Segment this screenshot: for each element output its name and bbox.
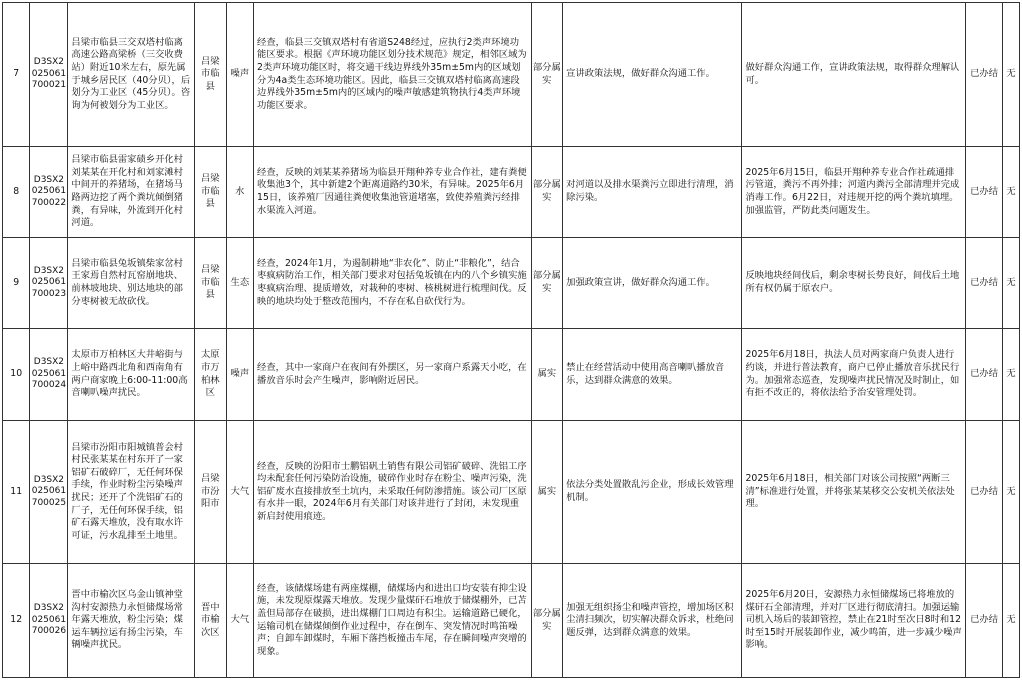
administrative-region: 吕梁市临县 (194, 147, 226, 238)
row-number: 11 (3, 421, 30, 564)
handling-result: 反映地块经间伐后，剩余枣树长势良好，间伐后土地所有权仍属于原农户。 (742, 238, 966, 329)
accountability: 无 (1003, 421, 1020, 564)
case-code: D3SX2025061700025 (30, 421, 68, 564)
accountability: 无 (1003, 564, 1020, 678)
row-number: 7 (3, 3, 30, 147)
accountability: 无 (1003, 329, 1020, 421)
verdict: 属实 (531, 329, 563, 421)
table-row (3, 329, 1020, 421)
handling-result: 2025年6月20日，安源热力永恒储煤场已将堆放的煤矸石全部清理，并对厂区进行彻底清扫。加强运输司机入场后的装卸管控，禁止在21时至次日8时和12时至15时开展装卸作业，减少鸣笛，进一步减少噪声影响。 (742, 564, 966, 678)
complaint-table (2, 2, 1020, 678)
handling-measure: 加强无组织扬尘和噪声管控，增加场区积尘清扫频次，切实解决群众诉求，杜绝问题反弹，达到群众满意的效果。 (563, 564, 742, 678)
status-badge: 已办结 (966, 3, 1003, 147)
case-code: D3SX2025061700022 (30, 147, 68, 238)
investigation-finding: 经查，2024年1月，为遏制耕地“非农化”、防止“非粮化”，结合枣疯病防治工作，相关部门要求对包括兔坂镇在内的八个乡镇实施枣疯病治理、提质增效，对栽种的枣树、核桃树进行梳理间伐。反映的地块均处于整改范围内，不存在私自砍伐行为。 (254, 238, 531, 329)
administrative-region: 晋中市榆次区 (194, 564, 226, 678)
row-number: 10 (3, 329, 30, 421)
table-row (3, 238, 1020, 329)
complaint-content: 吕梁市汾阳市阳城镇普会村村民张某某在村东开了一家铝矿石破碎厂，无任何环保手续，作业时粉尘污染噪声扰民；还开了个洗铝矿石的厂子，无任何环保手续，铝矿石露天堆放，没有取水许可证，污水乱排至土地里。 (68, 421, 195, 564)
pollution-type: 大气 (226, 564, 253, 678)
table-row (3, 564, 1020, 678)
table-row (3, 3, 1020, 147)
status-badge: 已办结 (966, 238, 1003, 329)
status-badge: 已办结 (966, 421, 1003, 564)
pollution-type: 噪声 (226, 3, 253, 147)
handling-result: 做好群众沟通工作，宣讲政策法规，取得群众理解认可。 (742, 3, 966, 147)
case-code: D3SX2025061700026 (30, 564, 68, 678)
administrative-region: 吕梁市临县 (194, 238, 226, 329)
pollution-type: 水 (226, 147, 253, 238)
handling-measure: 禁止在经营活动中使用高音喇叭播放音乐，达到群众满意的效果。 (563, 329, 742, 421)
investigation-finding: 经查，反映的刘某某养猪场为临县开翔种养专业合作社，建有粪便收集池3个，其中新建2个距离道路约30米，有异味。2025年6月15日，该养殖厂因通往粪便收集池管道堵塞，致使养殖粪污经排水渠流入河道。 (254, 147, 531, 238)
verdict: 部分属实 (531, 147, 563, 238)
investigation-finding: 经查，其中一家商户在夜间有外摆区，另一家商户系露天小吃，在播放音乐时会产生噪声，影响附近居民。 (254, 329, 531, 421)
verdict: 部分属实 (531, 238, 563, 329)
pollution-type: 生态 (226, 238, 253, 329)
status-badge: 已办结 (966, 147, 1003, 238)
complaint-content: 晋中市榆次区乌金山镇神堂沟村安源热力永恒储煤场常年露天堆放，粉尘污染；煤运车辆拉运有扬尘污染，车辆噪声扰民。 (68, 564, 195, 678)
pollution-type: 大气 (226, 421, 253, 564)
handling-measure: 依法分类处置散乱污企业，形成长效管理机制。 (563, 421, 742, 564)
investigation-finding: 经查，该储煤场建有两座煤棚，储煤场内和进出口均安装有抑尘设施，未发现原煤露天堆放。发现少量煤矸石堆放于储煤棚外，已苫盖但局部存在破损，进出煤棚门口周边有积尘。运输道路已硬化，运输司机在储煤倾倒作业过程中，存在倒车、突发情况时鸣笛噪声；自卸车卸煤时，车厢下落挡板撞击车尾，存在瞬间噪声突增的现象。 (254, 564, 531, 678)
accountability: 无 (1003, 238, 1020, 329)
administrative-region: 吕梁市汾阳市 (194, 421, 226, 564)
case-code: D3SX2025061700021 (30, 3, 68, 147)
pollution-type: 噪声 (226, 329, 253, 421)
handling-measure: 加强政策宣讲，做好群众沟通工作。 (563, 238, 742, 329)
verdict: 部分属实 (531, 3, 563, 147)
accountability: 无 (1003, 147, 1020, 238)
table-row (3, 421, 1020, 564)
case-code: D3SX2025061700024 (30, 329, 68, 421)
investigation-finding: 经查，临县三交镇双塔村有省道S248经过，应执行2类声环境功能区要求。根据《声环境功能区划分技术规范》规定，相邻区域为2类声环境功能区时，将交通干线边界线外35m±5m内的区域划分为4a类生态环境功能区。因此，临县三交镇双塔村临离高速段边界线外35m±5m内的区域内的噪声敏感建筑物执行4类声环境功能区要求。 (254, 3, 531, 147)
verdict: 部分属实 (531, 564, 563, 678)
accountability: 无 (1003, 3, 1020, 147)
status-badge: 已办结 (966, 329, 1003, 421)
status-badge: 已办结 (966, 564, 1003, 678)
handling-measure: 宣讲政策法规，做好群众沟通工作。 (563, 3, 742, 147)
handling-result: 2025年6月18日，执法人员对两家商户负责人进行约谈，并进行普法教育，商户已停止播放音乐扰民行为。加强常态巡查，发现噪声扰民情况及时制止，如有拒不改正的，将依法给予治安管理处罚。 (742, 329, 966, 421)
row-number: 8 (3, 147, 30, 238)
handling-result: 2025年6月18日，相关部门对该公司按照“两断三清”标准进行处置，并将张某某移交公安机关依法处理。 (742, 421, 966, 564)
verdict: 属实 (531, 421, 563, 564)
complaint-content: 太原市万柏林区大井峪街与上峪中路西北角和西南角有两户商家晚上6:00-11:00高音喇叭噪声扰民。 (68, 329, 195, 421)
table-row (3, 147, 1020, 238)
complaint-content: 吕梁市临县三交双塔村临离高速公路高梁桥（三交收费站）附近10米左右，原先属于城乡居民区（40分贝），后划分为工业区（45分贝）。咨询为何被划分为工业区。 (68, 3, 195, 147)
handling-measure: 对河道以及排水渠粪污立即进行清理，消除污染。 (563, 147, 742, 238)
investigation-finding: 经查，反映的汾阳市士鹏铝矾土销售有限公司铝矿破碎、洗铝工序均未配套任何污染防治设施，破碎作业时存在粉尘、噪声污染，洗铝矿废水直接排放至土坑内，未采取任何防渗措施。该公司厂区原有水井一眼，2024年6月有关部门对该井进行了封闭，未发现重新启封使用痕迹。 (254, 421, 531, 564)
complaint-content: 吕梁市临县雷家碛乡开化村刘某某在开化村和刘家滩村中间开的养猪场，在猪场马路两边挖了两个粪坑倾倒猪粪，有异味，外流到开化村河道。 (68, 147, 195, 238)
row-number: 9 (3, 238, 30, 329)
administrative-region: 太原市万柏林区 (194, 329, 226, 421)
case-code: D3SX2025061700023 (30, 238, 68, 329)
row-number: 12 (3, 564, 30, 678)
handling-result: 2025年6月15日，临县开翔种养专业合作社疏通排污管道，粪污不再外排；河道内粪污全部清理并完成消毒工作。6月22日，对违规开挖的两个粪坑填埋。加强监管，严防此类问题发生。 (742, 147, 966, 238)
complaint-content: 吕梁市临县兔坂镇柴家岔村王家焉自然村瓦窑崩地块、前林坡地块、别达地块的部分枣树被无故砍伐。 (68, 238, 195, 329)
administrative-region: 吕梁市临县 (194, 3, 226, 147)
